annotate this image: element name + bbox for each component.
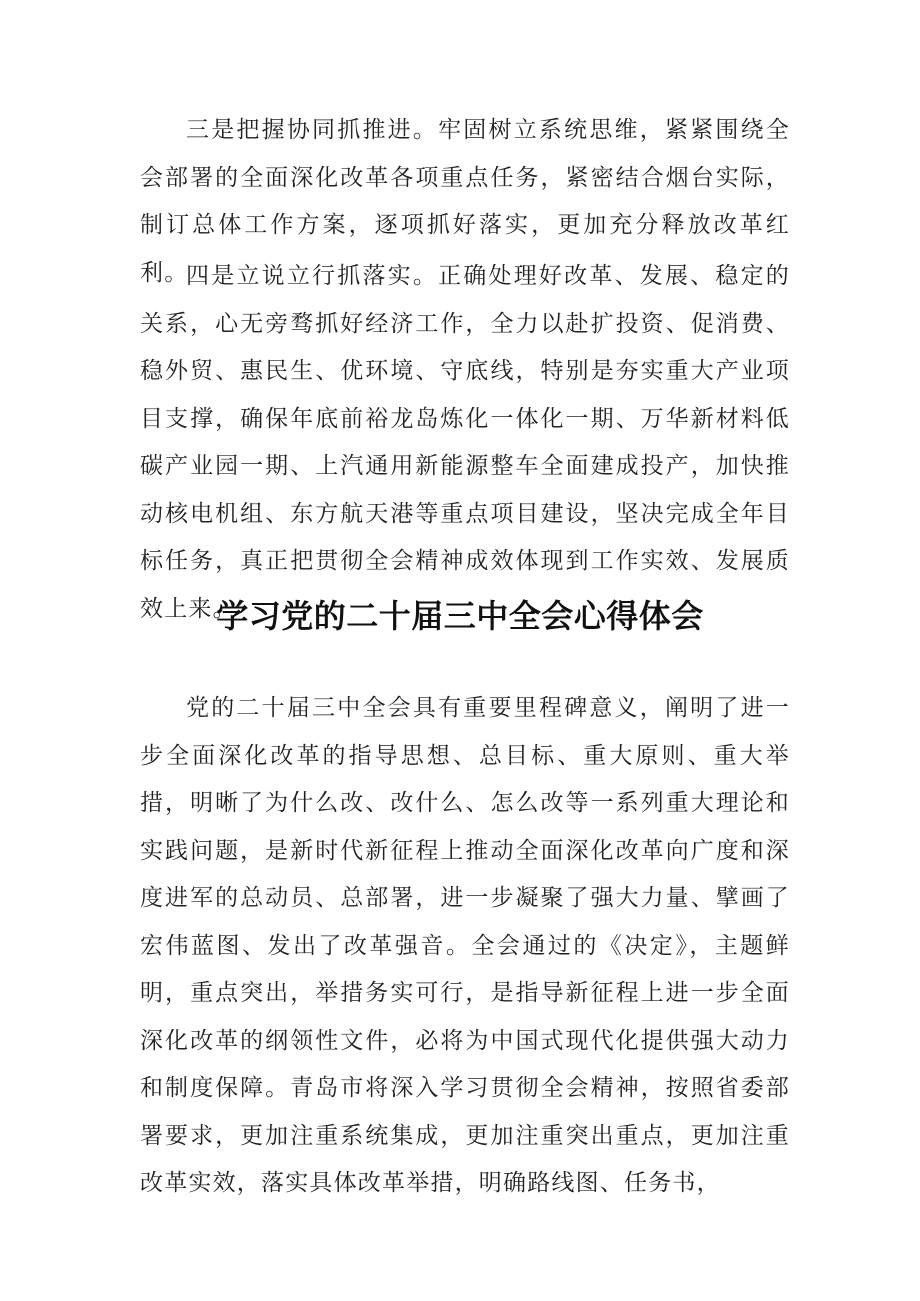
paragraph-3: 党的二十届三中全会具有重要里程碑意义，阐明了进一步全面深化改革的指导思想、总目标、重大原则、重大举措，明晰了为什么改、改什么、怎么改等一系列重大理论和实践问题，是新时代新征程上推动全面深化改革向广度和深度进军的总动员、总部署，进一步凝聚了强大力量、擘画了宏伟蓝图、发出了改革强音。全会通过的《决定》，主题鲜明，重点突出，举措务实可行，是指导新征程上进一步全面深化改革的纲领性文件，必将为中国式现代化提供强大动力和制度保障。青岛市将深入学习贯彻全会精神，按照省委部署要求，更加注重系统集成，更加注重突出重点，更加注重改革实效，落实具体改革举措，明确路线图、任务书，	[140, 695, 790, 1196]
paragraph-2: 四是立说立行抓落实。正确处理好改革、发展、稳定的关系，心无旁骛抓好经济工作，全力以赴扩投资、促消费、稳外贸、惠民生、优环境、守底线，特别是夯实重大产业项目支撑，确保年底前裕龙岛炼化一体化一期、万华新材料低碳产业园一期、上汽通用新能源整车全面建成投产，加快推动核电机组、东方航天港等重点项目建设，坚决完成全年目标任务，真正把贯彻全会精神成效体现到工作实效、发展质效上来。	[140, 263, 790, 622]
paragraph-1: 三是把握协同抓推进。牢固树立系统思维，紧紧围绕全会部署的全面深化改革各项重点任务，紧密结合烟台实际，制订总体工作方案，逐项抓好落实，更加充分释放改革红利。	[140, 117, 790, 286]
article-title: 学习党的二十届三中全会心得体会	[216, 597, 704, 635]
